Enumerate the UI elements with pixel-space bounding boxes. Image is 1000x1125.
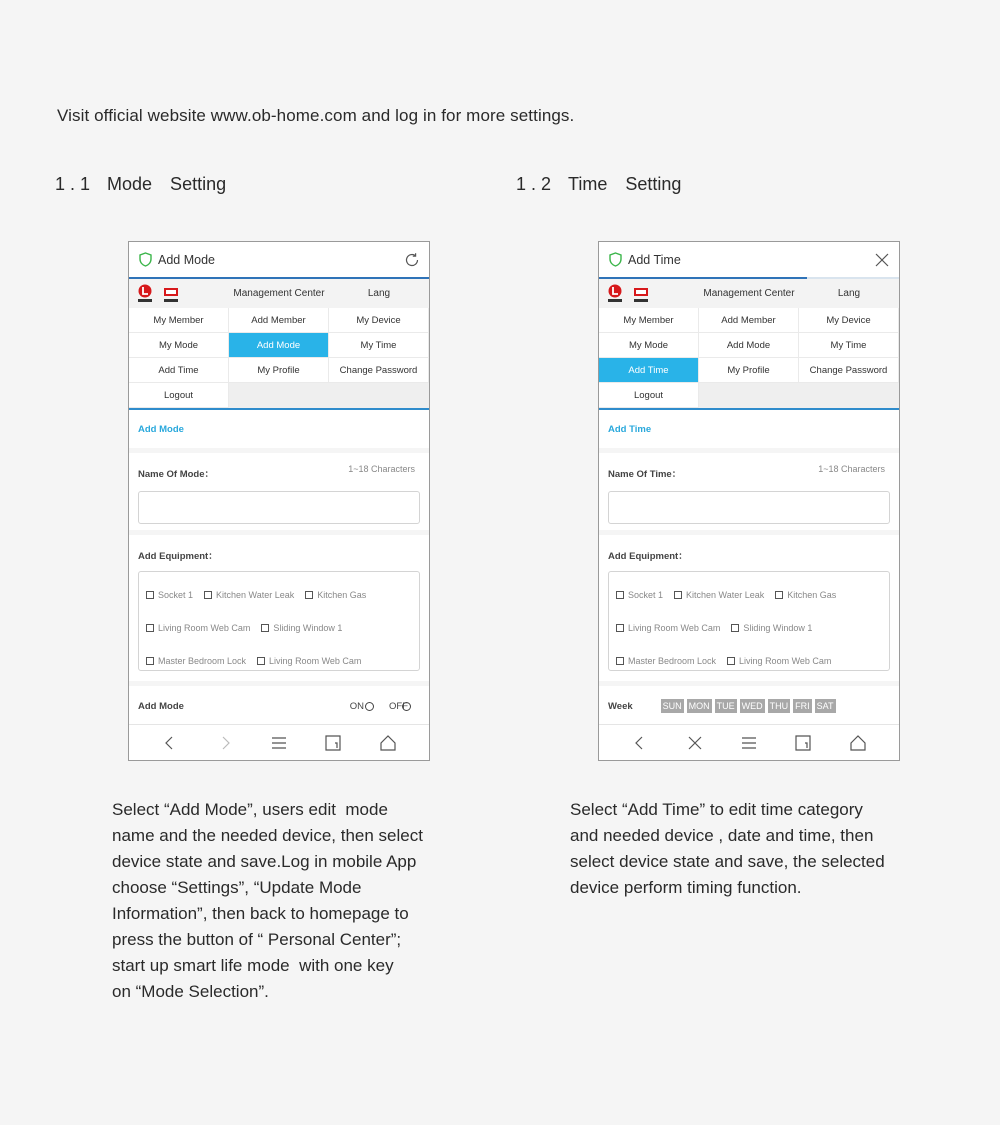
radio-icon	[402, 702, 411, 711]
state-toggle	[350, 701, 411, 712]
equipment-checkbox[interactable]: Kitchen Water Leak	[204, 590, 294, 600]
menu-item-my-time[interactable]: My Time	[329, 333, 429, 358]
equipment-checkbox[interactable]: Living Room Web Cam	[257, 656, 361, 666]
checkbox-icon	[146, 591, 154, 599]
checkbox-icon	[146, 657, 154, 665]
browser-navbar	[129, 724, 429, 760]
page-title: Add Mode	[158, 252, 215, 267]
time-description: Select “Add Time” to edit time category and needed device , date and time, then select device state and save, the selected device perform timing function.	[570, 800, 885, 897]
equipment-checkbox[interactable]: Living Room Web Cam	[146, 623, 250, 633]
home-icon[interactable]	[379, 734, 397, 752]
checkbox-icon	[257, 657, 265, 665]
loading-progress-track	[807, 277, 899, 279]
back-icon[interactable]	[631, 734, 649, 752]
name-input[interactable]	[608, 491, 890, 524]
checkbox-icon	[775, 591, 783, 599]
form-title: Add Mode	[129, 410, 429, 448]
menu-item-my-device[interactable]: My Device	[799, 308, 899, 333]
management-center-link[interactable]: Management Center	[703, 288, 795, 299]
checkbox-icon	[616, 624, 624, 632]
brand-logo-icon	[137, 284, 153, 304]
nav-menu	[129, 308, 429, 410]
menu-icon[interactable]	[740, 734, 758, 752]
checkbox-icon	[616, 591, 624, 599]
section-title: Mode Setting	[107, 174, 227, 194]
browser-header	[599, 242, 899, 279]
menu-item-add-mode[interactable]: Add Mode	[699, 333, 799, 358]
menu-filler	[229, 383, 429, 408]
menu-item-logout[interactable]: Logout	[129, 383, 229, 408]
brand-row	[129, 279, 429, 308]
section-heading-time	[516, 174, 681, 195]
menu-item-my-member[interactable]: My Member	[129, 308, 229, 333]
equipment-label: Add Equipment：	[608, 551, 688, 562]
tabs-icon[interactable]	[324, 734, 342, 752]
brand-row	[599, 279, 899, 308]
menu-item-change-password[interactable]: Change Password	[329, 358, 429, 383]
name-input[interactable]	[138, 491, 420, 524]
logos	[599, 284, 699, 304]
close-icon[interactable]	[873, 251, 891, 269]
shield-icon	[139, 252, 152, 267]
week-block	[599, 686, 899, 726]
equipment-label: Add Equipment：	[138, 551, 218, 562]
state-label: Add Mode	[138, 700, 184, 712]
menu-item-my-time[interactable]: My Time	[799, 333, 899, 358]
day-sun[interactable]: SUN	[662, 701, 682, 711]
name-block	[599, 453, 899, 530]
week-selector	[661, 699, 836, 713]
phone-screenshot-add-time	[598, 241, 900, 761]
menu-item-add-mode[interactable]: Add Mode	[229, 333, 329, 358]
section-title: Time Setting	[568, 174, 682, 194]
state-block	[129, 686, 429, 726]
management-center-link[interactable]: Management Center	[233, 288, 325, 299]
language-link[interactable]: Lang	[367, 288, 391, 299]
partner-logo-icon	[633, 284, 649, 304]
menu-filler	[699, 383, 899, 408]
shield-icon	[609, 252, 622, 267]
checkbox-icon	[305, 591, 313, 599]
menu-item-my-mode[interactable]: My Mode	[129, 333, 229, 358]
checkbox-icon	[261, 624, 269, 632]
week-label: Week	[608, 700, 633, 712]
checkbox-icon	[616, 657, 624, 665]
equipment-list	[608, 571, 890, 671]
menu-item-add-time[interactable]: Add Time	[129, 358, 229, 383]
menu-item-add-member[interactable]: Add Member	[229, 308, 329, 333]
home-icon[interactable]	[849, 734, 867, 752]
partner-logo-icon	[163, 284, 179, 304]
brand-logo-icon	[607, 284, 623, 304]
menu-item-logout[interactable]: Logout	[599, 383, 699, 408]
day-wed[interactable]: WED	[741, 701, 763, 711]
browser-navbar	[599, 724, 899, 760]
name-label: Name Of Mode：	[138, 469, 215, 480]
forward-icon[interactable]	[216, 734, 234, 752]
day-sat[interactable]: SAT	[816, 701, 834, 711]
menu-item-my-profile[interactable]: My Profile	[229, 358, 329, 383]
intro-text: Visit official website www.ob-home.com and log in for more settings.	[57, 106, 575, 125]
menu-item-change-password[interactable]: Change Password	[799, 358, 899, 383]
menu-icon[interactable]	[270, 734, 288, 752]
nav-menu	[599, 308, 899, 410]
checkbox-icon	[204, 591, 212, 599]
menu-item-my-device[interactable]: My Device	[329, 308, 429, 333]
form-title: Add Time	[599, 410, 899, 448]
equipment-checkbox[interactable]: Kitchen Gas	[775, 590, 836, 600]
logos	[129, 284, 229, 304]
mode-description: Select “Add Mode”, users edit mode name and the needed device, then select device state and save.Log in mobile App choose “Settings”, “Update Mode Information”, then back to homepage to press the button of “ Personal Center”; start up smart life mode with one key on “Mode Selection”.	[112, 800, 423, 1001]
equipment-checkbox[interactable]: Kitchen Water Leak	[674, 590, 764, 600]
add-mode-form	[129, 410, 429, 730]
tabs-icon[interactable]	[794, 734, 812, 752]
equipment-checkbox[interactable]: Master Bedroom Lock	[146, 656, 246, 666]
menu-item-my-mode[interactable]: My Mode	[599, 333, 699, 358]
day-fri[interactable]: FRI	[795, 701, 810, 711]
checkbox-icon	[674, 591, 682, 599]
equipment-checkbox[interactable]: Sliding Window 1	[261, 623, 342, 633]
language-link[interactable]: Lang	[837, 288, 861, 299]
checkbox-icon	[146, 624, 154, 632]
back-icon[interactable]	[161, 734, 179, 752]
checkbox-icon	[731, 624, 739, 632]
checkbox-icon	[727, 657, 735, 665]
equipment-checkbox[interactable]: Sliding Window 1	[731, 623, 812, 633]
close-icon[interactable]	[686, 734, 704, 752]
day-mon[interactable]: MON	[688, 701, 710, 711]
section-heading-mode	[55, 174, 226, 195]
section-number: 1.1	[55, 174, 96, 194]
on-radio[interactable]: ON	[350, 701, 374, 712]
day-thu[interactable]: THU	[769, 701, 789, 711]
radio-icon	[365, 702, 374, 711]
equipment-checkbox[interactable]: Living Room Web Cam	[616, 623, 720, 633]
menu-item-my-member[interactable]: My Member	[599, 308, 699, 333]
off-radio[interactable]: OFF	[389, 701, 411, 712]
equipment-block	[129, 535, 429, 681]
equipment-checkbox[interactable]: Socket 1	[616, 590, 663, 600]
refresh-icon[interactable]	[403, 251, 421, 269]
equipment-list	[138, 571, 420, 671]
phone-screenshot-add-mode	[128, 241, 430, 761]
add-time-form	[599, 410, 899, 730]
menu-item-my-profile[interactable]: My Profile	[699, 358, 799, 383]
section-number: 1.2	[516, 174, 557, 194]
name-hint: 1~18 Characters	[348, 464, 415, 474]
equipment-checkbox[interactable]: Socket 1	[146, 590, 193, 600]
equipment-checkbox[interactable]: Master Bedroom Lock	[616, 656, 716, 666]
browser-header	[129, 242, 429, 279]
equipment-block	[599, 535, 899, 681]
day-tue[interactable]: TUE	[716, 701, 735, 711]
name-label: Name Of Time：	[608, 469, 682, 480]
name-hint: 1~18 Characters	[818, 464, 885, 474]
menu-item-add-member[interactable]: Add Member	[699, 308, 799, 333]
equipment-checkbox[interactable]: Kitchen Gas	[305, 590, 366, 600]
equipment-checkbox[interactable]: Living Room Web Cam	[727, 656, 831, 666]
menu-item-add-time[interactable]: Add Time	[599, 358, 699, 383]
page-title: Add Time	[628, 252, 681, 267]
name-block	[129, 453, 429, 530]
